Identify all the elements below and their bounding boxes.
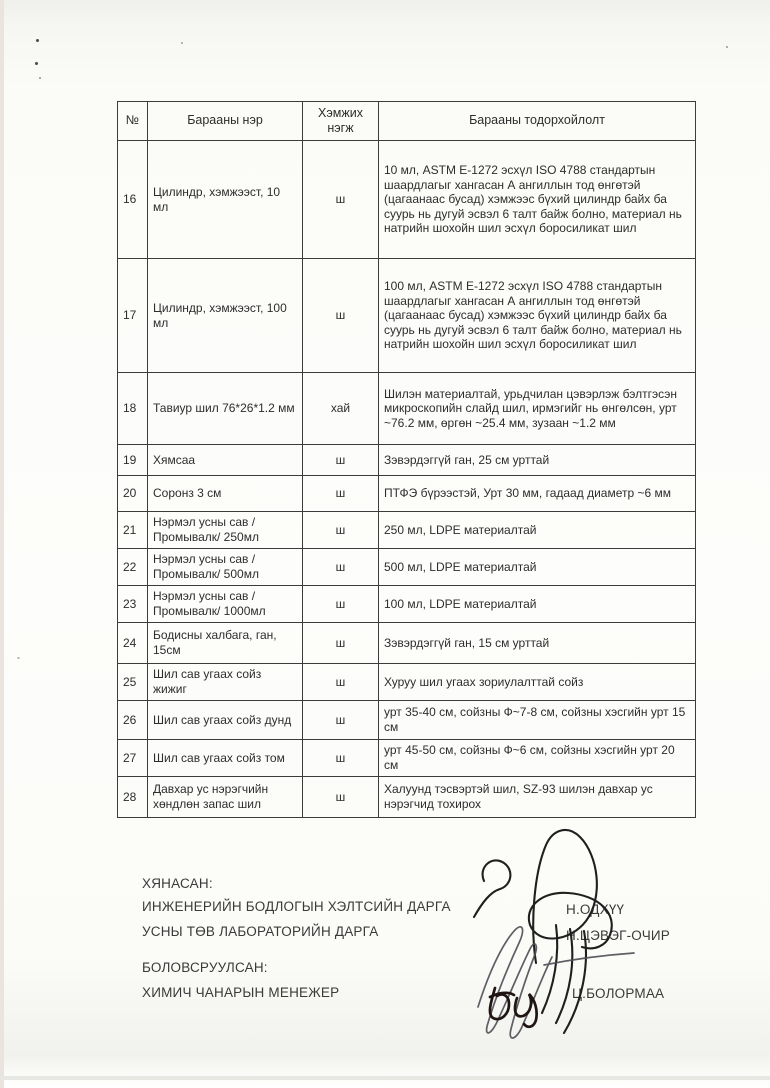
scan-speck bbox=[17, 657, 20, 659]
row-unit: ш bbox=[303, 740, 379, 777]
scan-edge-bottom bbox=[0, 1076, 770, 1080]
table-row bbox=[118, 476, 696, 512]
row-unit: ш bbox=[303, 586, 379, 623]
row-name: Бодисны халбага, ган, 15см bbox=[148, 623, 303, 664]
row-unit: ш bbox=[303, 549, 379, 586]
row-description: 250 мл, LDPE материалтай bbox=[379, 512, 696, 549]
row-description: 500 мл, LDPE материалтай bbox=[379, 549, 696, 586]
row-description: Халуунд тэсвэртэй шил, SZ-93 шилэн давхар ус нэрэгчид тохирох bbox=[379, 777, 696, 818]
row-no: 24 bbox=[118, 623, 148, 664]
row-name: Нэрмэл усны сав /Промывалк/ 500мл bbox=[148, 549, 303, 586]
scan-speck bbox=[35, 62, 38, 65]
scan-speck bbox=[181, 42, 183, 44]
table-row bbox=[118, 623, 696, 664]
col-header-description: Барааны тодорхойлолт bbox=[379, 102, 696, 141]
prepared-label: БОЛОВСРУУЛСАН: bbox=[142, 960, 268, 975]
row-name: Нэрмэл усны сав /Промывалк/ 250мл bbox=[148, 512, 303, 549]
row-description: 100 мл, ASTM E-1272 эсхүл ISO 4788 стандартын шаардлагыг хангасан А ангиллын тод өнгөтэй (цагаанаас бусад) хэмжээс бүхий цилиндр байх ба суурь нь дугуй эсвэл 6 талт байж болно, материал нь натрийн шохойн шил эсхүл боросиликат шил bbox=[379, 259, 696, 373]
reviewed-label: ХЯНАСАН: bbox=[142, 876, 213, 891]
row-no: 16 bbox=[118, 141, 148, 259]
row-description: Зэвэрдэггүй ган, 15 см урттай bbox=[379, 623, 696, 664]
reviewer2-name: Н.ЦЭВЭГ-ОЧИР bbox=[566, 928, 671, 943]
row-name: Шил сав угаах сойз дунд bbox=[148, 701, 303, 740]
row-unit: ш bbox=[303, 259, 379, 373]
scan-edge-left bbox=[0, 0, 4, 1088]
row-no: 17 bbox=[118, 259, 148, 373]
preparer-name: Ц.БОЛОРМАА bbox=[572, 986, 665, 1001]
table-row bbox=[118, 664, 696, 701]
row-name: Давхар ус нэрэгчийн хөндлөн запас шил bbox=[148, 777, 303, 818]
table-row bbox=[118, 586, 696, 623]
row-unit: ш bbox=[303, 476, 379, 512]
table-row bbox=[118, 549, 696, 586]
table-row bbox=[118, 445, 696, 476]
signatures-graphic bbox=[440, 815, 700, 1060]
row-name: Соронз 3 см bbox=[148, 476, 303, 512]
row-unit: ш bbox=[303, 623, 379, 664]
row-description: Шилэн материалтай, урьдчилан цэвэрлэж бэлтгэсэн микроскопийн слайд шил, ирмэгийг нь өнгөлсөн, урт ~76.2 мм, өргөн ~25.4 мм, зузаан ~1.2 мм bbox=[379, 373, 696, 445]
row-no: 21 bbox=[118, 512, 148, 549]
row-description: урт 35-40 см, сойзны Ф~7-8 см, сойзны хэсгийн урт 15 см bbox=[379, 701, 696, 740]
table-row bbox=[118, 777, 696, 818]
row-no: 22 bbox=[118, 549, 148, 586]
row-name: Хямсаа bbox=[148, 445, 303, 476]
reviewer1-title: ИНЖЕНЕРИЙН БОДЛОГЫН ХЭЛТСИЙН ДАРГА bbox=[142, 899, 451, 914]
row-name: Цилиндр, хэмжээст, 100 мл bbox=[148, 259, 303, 373]
table-row bbox=[118, 259, 696, 373]
scan-speck bbox=[36, 39, 39, 42]
preparer-title: ХИМИЧ ЧАНАРЫН МЕНЕЖЕР bbox=[142, 985, 340, 1000]
row-description: ПТФЭ бүрээстэй, Урт 30 мм, гадаад диаметр ~6 мм bbox=[379, 476, 696, 512]
row-no: 25 bbox=[118, 664, 148, 701]
row-no: 27 bbox=[118, 740, 148, 777]
col-header-no: № bbox=[118, 102, 148, 141]
row-no: 23 bbox=[118, 586, 148, 623]
row-name: Шил сав угаах сойз жижиг bbox=[148, 664, 303, 701]
row-description: 10 мл, ASTM E-1272 эсхүл ISO 4788 стандартын шаардлагыг хангасан А ангиллын тод өнгөтэй (цагаанаас бусад) хэмжээс бүхий цилиндр байх ба суурь нь дугуй эсвэл 6 талт байж болно, материал нь натрийн шохойн шил эсхүл боросиликат шил bbox=[379, 141, 696, 259]
row-description: урт 45-50 см, сойзны Ф~6 см, сойзны хэсгийн урт 20 см bbox=[379, 740, 696, 777]
row-name: Шил сав угаах сойз том bbox=[148, 740, 303, 777]
row-description: Хуруу шил угаах зориулалттай сойз bbox=[379, 664, 696, 701]
row-no: 20 bbox=[118, 476, 148, 512]
row-unit: хай bbox=[303, 373, 379, 445]
items-table bbox=[117, 101, 696, 818]
reviewer2-title: УСНЫ ТӨВ ЛАБОРАТОРИЙН ДАРГА bbox=[142, 924, 379, 939]
row-unit: ш bbox=[303, 701, 379, 740]
row-unit: ш bbox=[303, 445, 379, 476]
scan-speck bbox=[39, 77, 41, 79]
row-name: Нэрмэл усны сав /Промывалк/ 1000мл bbox=[148, 586, 303, 623]
col-header-unit: Хэмжих нэгж bbox=[303, 102, 379, 141]
row-unit: ш bbox=[303, 512, 379, 549]
table-header-row bbox=[118, 102, 696, 141]
reviewer1-name: Н.ОДХҮҮ bbox=[566, 902, 625, 917]
row-unit: ш bbox=[303, 664, 379, 701]
table-row bbox=[118, 373, 696, 445]
row-no: 28 bbox=[118, 777, 148, 818]
scan-speck bbox=[726, 46, 728, 48]
row-no: 18 bbox=[118, 373, 148, 445]
col-header-name: Барааны нэр bbox=[148, 102, 303, 141]
table-row bbox=[118, 141, 696, 259]
row-name: Цилиндр, хэмжээст, 10 мл bbox=[148, 141, 303, 259]
table-row bbox=[118, 701, 696, 740]
row-unit: ш bbox=[303, 141, 379, 259]
row-no: 26 bbox=[118, 701, 148, 740]
table-row bbox=[118, 512, 696, 549]
row-description: Зэвэрдэггүй ган, 25 см урттай bbox=[379, 445, 696, 476]
table-row bbox=[118, 740, 696, 777]
row-no: 19 bbox=[118, 445, 148, 476]
row-unit: ш bbox=[303, 777, 379, 818]
row-name: Тавиур шил 76*26*1.2 мм bbox=[148, 373, 303, 445]
row-description: 100 мл, LDPE материалтай bbox=[379, 586, 696, 623]
